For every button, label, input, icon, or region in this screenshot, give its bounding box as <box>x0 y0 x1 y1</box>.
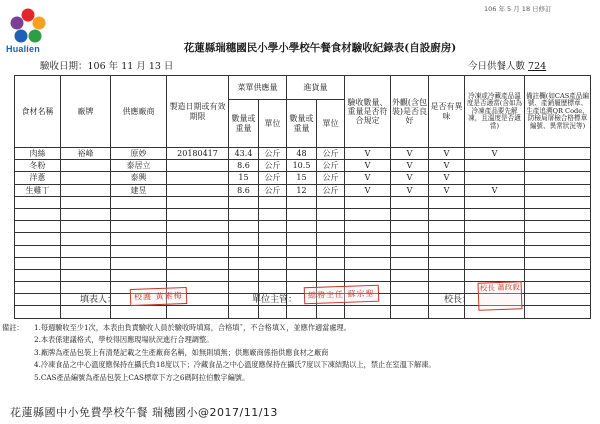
cell-remarks <box>525 282 591 294</box>
table-row <box>15 196 591 208</box>
cell-manufacturer <box>61 196 111 208</box>
cell-cold-storage <box>465 221 525 233</box>
cell-odor: V <box>429 148 465 160</box>
cell-appearance <box>391 306 429 318</box>
cell-stock-qty: 15 <box>287 172 317 184</box>
cell-menu-unit: 公斤 <box>259 148 287 160</box>
cell-remarks <box>525 196 591 208</box>
cell-menu-unit: 公斤 <box>259 160 287 172</box>
cell-weight-check: V <box>345 160 391 172</box>
inspection-date <box>40 58 173 72</box>
cell-manufacturer <box>61 233 111 245</box>
note-line: 4.冷凍食品之中心溫度應保持在攝氏負18度以下；冷藏食品之中心溫度應保持在攝氏7度以下凍結點以上，禁止在室溫下解凍。 <box>34 360 436 370</box>
cell-weight-check <box>345 221 391 233</box>
cell-menu-unit: 公斤 <box>259 184 287 196</box>
cell-odor: V <box>429 160 465 172</box>
header-odor: 是否有異味 <box>429 76 465 148</box>
cell-weight-check: V <box>345 172 391 184</box>
cell-manufacturer <box>61 306 111 318</box>
cell-remarks <box>525 294 591 306</box>
cell-menu-qty <box>229 196 259 208</box>
cell-stock-unit <box>317 196 345 208</box>
cell-stock-unit: 公斤 <box>317 160 345 172</box>
cell-weight-check <box>345 233 391 245</box>
header-stock-qty: 數量或重量 <box>287 100 317 148</box>
cell-remarks <box>525 306 591 318</box>
inspection-date-value: 106 年 11 月 13 日 <box>87 61 174 72</box>
cell-remarks <box>525 257 591 269</box>
cell-cold-storage <box>465 257 525 269</box>
cell-menu-unit <box>259 208 287 220</box>
cell-appearance <box>391 269 429 281</box>
cell-stock-qty <box>287 306 317 318</box>
header-supplier: 供應廠商 <box>111 76 167 148</box>
cell-cold-storage <box>465 208 525 220</box>
header-menu-qty: 數量或重量 <box>229 100 259 148</box>
cell-remarks <box>525 208 591 220</box>
cell-remarks <box>525 245 591 257</box>
cell-cold-storage <box>465 196 525 208</box>
header-menu-unit: 單位 <box>259 100 287 148</box>
cell-date <box>167 184 229 196</box>
table-row <box>15 245 591 257</box>
cell-appearance: V <box>391 172 429 184</box>
cell-supplier <box>111 233 167 245</box>
table-row <box>15 269 591 281</box>
cell-menu-unit: 公斤 <box>259 172 287 184</box>
cell-weight-check: V <box>345 148 391 160</box>
principal-stamp: 校長 蕭政毅 <box>478 281 523 311</box>
cell-odor: V <box>429 184 465 196</box>
cell-remarks <box>525 148 591 160</box>
cell-date <box>167 208 229 220</box>
cell-appearance <box>391 294 429 306</box>
cell-supplier <box>111 196 167 208</box>
cell-cold-storage: V <box>465 184 525 196</box>
cell-stock-qty <box>287 257 317 269</box>
cell-ingredient: 冬粉 <box>15 160 61 172</box>
cell-menu-unit <box>259 196 287 208</box>
supply-count-label: 今日供餐人數 <box>468 61 526 72</box>
cell-menu-qty <box>229 233 259 245</box>
cell-date: 20180417 <box>167 148 229 160</box>
cell-manufacturer <box>61 257 111 269</box>
cell-menu-unit <box>259 257 287 269</box>
cell-ingredient <box>15 269 61 281</box>
cell-menu-qty <box>229 269 259 281</box>
cell-menu-qty <box>229 257 259 269</box>
header-remarks: 備註欄(如CAS產品編號、產銷履歷標章、生產追溯QR Code、防檢局屠檢合格標章編號、異常狀況等) <box>525 76 591 148</box>
cell-date <box>167 269 229 281</box>
table-row <box>15 184 591 196</box>
cell-stock-qty: 48 <box>287 148 317 160</box>
table-row <box>15 208 591 220</box>
cell-weight-check <box>345 257 391 269</box>
cell-stock-qty: 12 <box>287 184 317 196</box>
cell-cold-storage <box>465 245 525 257</box>
supervisor-stamp: 總務主任 蘇宗聖 <box>304 285 379 305</box>
cell-manufacturer <box>61 269 111 281</box>
cell-supplier: 原妙 <box>111 148 167 160</box>
cell-appearance <box>391 221 429 233</box>
cell-stock-unit <box>317 269 345 281</box>
cell-weight-check <box>345 208 391 220</box>
cell-date <box>167 245 229 257</box>
note-line: 3.廠牌為產品包裝上有清楚記載之生產廠商名稱，如無則填無；供應廠商係指供應食材之廠商 <box>34 347 329 357</box>
cell-stock-unit: 公斤 <box>317 172 345 184</box>
cell-manufacturer: 裕峰 <box>61 148 111 160</box>
cell-stock-qty <box>287 196 317 208</box>
cell-ingredient <box>15 208 61 220</box>
cell-stock-unit <box>317 221 345 233</box>
note-line: 5.CAS產品編號為產品包裝上CAS標章下方之6碼阿拉伯數字編號。 <box>34 372 250 382</box>
cell-odor <box>429 221 465 233</box>
cell-stock-unit: 公斤 <box>317 184 345 196</box>
cell-cold-storage <box>465 269 525 281</box>
header-stock-unit: 單位 <box>317 100 345 148</box>
cell-odor <box>429 208 465 220</box>
cell-manufacturer <box>61 221 111 233</box>
note-line: 2.本表係建議格式，學校得因應現場狀況進行合理調整。 <box>34 335 214 345</box>
cell-stock-unit: 公斤 <box>317 148 345 160</box>
cell-ingredient: 洋蔥 <box>15 172 61 184</box>
cell-ingredient: 肉絲 <box>15 148 61 160</box>
cell-date <box>167 233 229 245</box>
cell-menu-unit <box>259 306 287 318</box>
cell-supplier: 泰居立 <box>111 160 167 172</box>
supply-count-value: 724 <box>528 61 547 72</box>
cell-menu-qty: 43.4 <box>229 148 259 160</box>
cell-date <box>167 160 229 172</box>
cell-manufacturer <box>61 184 111 196</box>
cell-ingredient <box>15 282 61 294</box>
cell-manufacturer <box>61 208 111 220</box>
cell-menu-unit <box>259 269 287 281</box>
table-row <box>15 160 591 172</box>
cell-appearance <box>391 196 429 208</box>
cell-menu-qty <box>229 306 259 318</box>
cell-weight-check <box>345 196 391 208</box>
principal-label: 校長： <box>444 295 472 305</box>
cell-appearance <box>391 282 429 294</box>
cell-menu-qty <box>229 221 259 233</box>
cell-ingredient <box>15 233 61 245</box>
logo-text: Hualien <box>6 44 40 54</box>
cell-stock-unit <box>317 245 345 257</box>
cell-cold-storage <box>465 160 525 172</box>
header-cold-storage: 冷凍或冷藏產品溫度是否適當(含如為冷凍產品要先解凍，且溫度是否適當) <box>465 76 525 148</box>
cell-odor <box>429 233 465 245</box>
cell-supplier <box>111 245 167 257</box>
cell-odor <box>429 196 465 208</box>
cell-date <box>167 257 229 269</box>
cell-date <box>167 306 229 318</box>
filler-stamp: 校護 黃素梅 <box>130 287 187 306</box>
cell-stock-qty <box>287 233 317 245</box>
page-title: 花蓮縣瑞穗國民小學小學校午餐食材驗收紀錄表(自設廚房) <box>183 42 457 54</box>
cell-supplier: 泰興 <box>111 172 167 184</box>
header-date: 製造日期或有效期限 <box>167 76 229 148</box>
cell-remarks <box>525 184 591 196</box>
cell-supplier <box>111 208 167 220</box>
supervisor-label: 單位主管： <box>252 295 298 305</box>
cell-remarks <box>525 172 591 184</box>
header-weight-check: 驗收數量、重量是否符合規定 <box>345 76 391 148</box>
cell-odor <box>429 269 465 281</box>
cell-remarks <box>525 160 591 172</box>
cell-stock-qty <box>287 269 317 281</box>
cell-appearance <box>391 233 429 245</box>
table-row <box>15 221 591 233</box>
header-menu-group: 菜單供應量 <box>229 76 287 100</box>
cell-ingredient <box>15 306 61 318</box>
filler-label: 填表人： <box>80 295 117 305</box>
cell-weight-check <box>345 245 391 257</box>
header-stock-group: 進貨量 <box>287 76 345 100</box>
cell-appearance <box>391 257 429 269</box>
cell-manufacturer <box>61 160 111 172</box>
cell-appearance: V <box>391 160 429 172</box>
header-ingredient: 食材名稱 <box>15 76 61 148</box>
cell-menu-qty <box>229 208 259 220</box>
cell-stock-qty <box>287 245 317 257</box>
header-appearance: 外觀(含包裝)是否良好 <box>391 76 429 148</box>
cell-menu-qty: 8.6 <box>229 184 259 196</box>
cell-remarks <box>525 269 591 281</box>
cell-appearance <box>391 245 429 257</box>
supply-count <box>468 58 546 72</box>
cell-appearance: V <box>391 184 429 196</box>
cell-weight-check <box>345 306 391 318</box>
cell-supplier <box>111 306 167 318</box>
hualien-logo-icon <box>8 6 48 46</box>
cell-odor <box>429 245 465 257</box>
cell-stock-unit <box>317 208 345 220</box>
cell-stock-qty <box>287 208 317 220</box>
cell-ingredient: 生雞丁 <box>15 184 61 196</box>
notes <box>2 322 594 384</box>
cell-weight-check: V <box>345 184 391 196</box>
cell-ingredient <box>15 294 61 306</box>
cell-menu-unit <box>259 245 287 257</box>
cell-menu-unit <box>259 233 287 245</box>
cell-supplier: 建昱 <box>111 184 167 196</box>
cell-date <box>167 172 229 184</box>
footer-caption: 花蓮縣國中小免費學校午餐 瑞穗國小@2017/11/13 <box>10 406 278 419</box>
inspection-date-label: 驗收日期： <box>40 61 88 72</box>
table-row <box>15 172 591 184</box>
cell-stock-unit <box>317 233 345 245</box>
cell-odor: V <box>429 172 465 184</box>
cell-weight-check <box>345 269 391 281</box>
cell-stock-qty: 10.5 <box>287 160 317 172</box>
table-row <box>15 148 591 160</box>
notes-head: 備註： <box>2 323 24 332</box>
cell-appearance: V <box>391 148 429 160</box>
cell-cold-storage <box>465 172 525 184</box>
cell-menu-qty: 8.6 <box>229 160 259 172</box>
table-row <box>15 257 591 269</box>
revision-date: 106 年 5 月 18 日修訂 <box>484 5 552 13</box>
cell-remarks <box>525 221 591 233</box>
note-line: 1.每週驗收至少1次，本表由負責驗收人員於驗收時填寫，合格填ˇ，不合格填Ｘ，並應作適當處理。 <box>34 323 351 332</box>
cell-stock-unit <box>317 306 345 318</box>
cell-supplier <box>111 221 167 233</box>
cell-date <box>167 221 229 233</box>
cell-stock-unit <box>317 257 345 269</box>
header-manufacturer: 廠牌 <box>61 76 111 148</box>
cell-appearance <box>391 208 429 220</box>
cell-ingredient <box>15 257 61 269</box>
cell-ingredient <box>15 245 61 257</box>
cell-supplier <box>111 257 167 269</box>
cell-supplier <box>111 269 167 281</box>
cell-stock-qty <box>287 221 317 233</box>
cell-odor <box>429 306 465 318</box>
table-row <box>15 233 591 245</box>
cell-ingredient <box>15 221 61 233</box>
cell-cold-storage <box>465 233 525 245</box>
cell-manufacturer <box>61 172 111 184</box>
cell-menu-unit <box>259 221 287 233</box>
cell-menu-qty <box>229 245 259 257</box>
cell-manufacturer <box>61 245 111 257</box>
cell-menu-qty: 15 <box>229 172 259 184</box>
cell-ingredient <box>15 196 61 208</box>
cell-remarks <box>525 233 591 245</box>
cell-date <box>167 196 229 208</box>
cell-odor <box>429 257 465 269</box>
cell-cold-storage: V <box>465 148 525 160</box>
